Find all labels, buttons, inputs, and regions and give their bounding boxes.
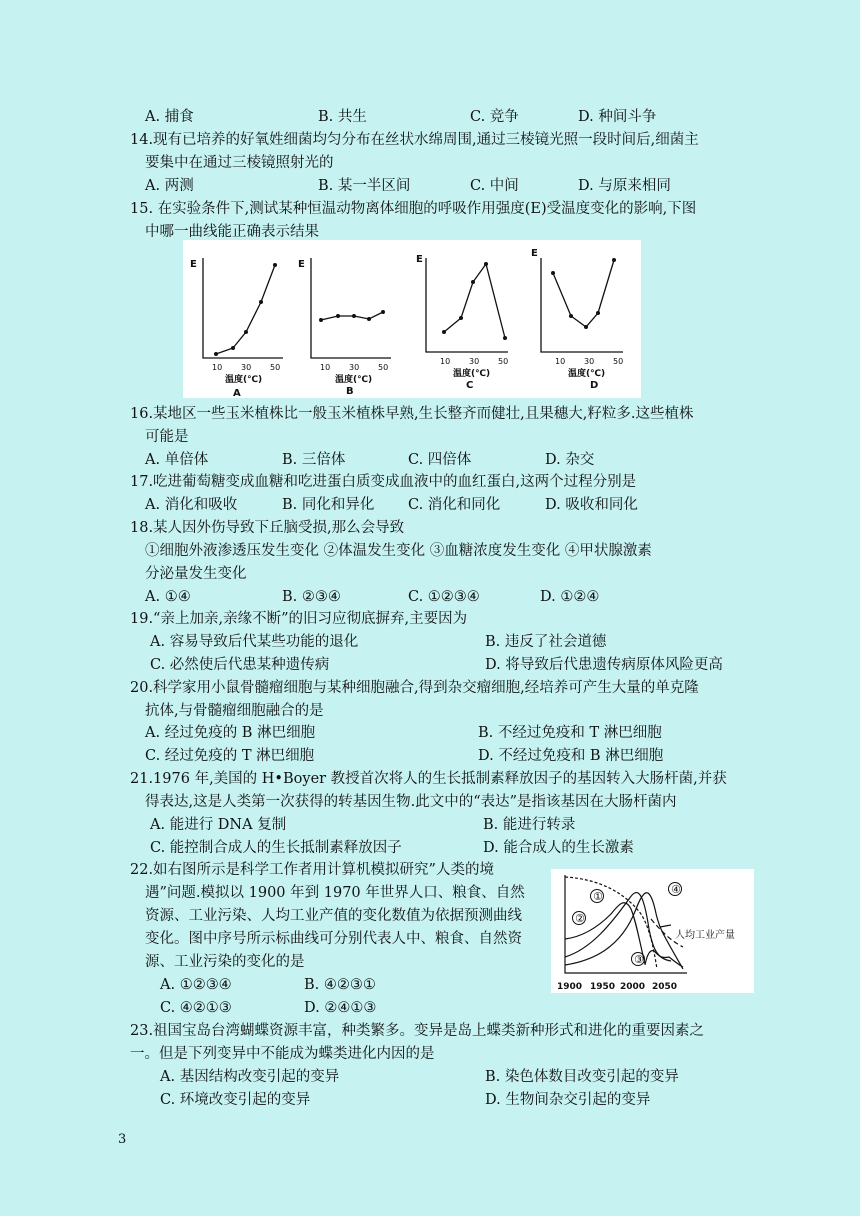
svg-text:温度(℃): 温度(℃) bbox=[225, 375, 263, 385]
panel-c-label: C bbox=[466, 380, 474, 391]
q17-option-d: D. 吸收和同化 bbox=[545, 497, 638, 513]
q22-stem-line3: 资源、工业污染、人均工业产值的变化数值为依据预测曲线 bbox=[145, 908, 522, 924]
panel-b-y-label: E bbox=[298, 259, 305, 270]
q17-stem-line1: 17.吃进葡萄糖变成血糖和吃进蛋白质变成血液中的血红蛋白,这两个过程分别是 bbox=[130, 474, 637, 490]
svg-text:2050: 2050 bbox=[652, 982, 678, 992]
svg-text:1950: 1950 bbox=[590, 982, 616, 992]
svg-text:10: 10 bbox=[440, 357, 451, 366]
q22-stem-line2: 遇”问题.模拟以 1900 年到 1970 年世界人口、粮食、自然 bbox=[145, 885, 525, 901]
q20-stem-line1: 20.科学家用小鼠骨髓瘤细胞与某种细胞融合,得到杂交瘤细胞,经培养可产生大量的单克隆 bbox=[130, 680, 699, 696]
panel-a-y-label: E bbox=[190, 259, 197, 270]
q16-option-a: A. 单倍体 bbox=[145, 452, 209, 468]
q18-stem-line3: 分泌量发生变化 bbox=[145, 566, 247, 582]
panel-c-y-label: E bbox=[416, 254, 423, 265]
svg-text:30: 30 bbox=[241, 363, 252, 372]
q16-option-d: D. 杂交 bbox=[545, 452, 595, 468]
q18-stem-line1: 18.某人因外伤导致下丘脑受损,那么会导致 bbox=[130, 520, 405, 536]
svg-text:30: 30 bbox=[469, 357, 480, 366]
q23-option-b: B. 染色体数目改变引起的变异 bbox=[485, 1069, 679, 1085]
q21-option-b: B. 能进行转录 bbox=[483, 817, 576, 833]
q23-stem-line1: 23.祖国宝岛台湾蝴蝶资源丰富，种类繁多。变异是岛上蝶类新种形式和进化的重要因素之 bbox=[130, 1023, 705, 1039]
q22-stem-line4: 变化。图中序号所示标曲线可分别代表人中、粮食、自然资 bbox=[145, 931, 522, 947]
q18-option-a: A. ①④ bbox=[145, 589, 191, 605]
q17-option-c: C. 消化和同化 bbox=[408, 497, 501, 513]
q19-option-c: C. 必然使后代患某种遗传病 bbox=[150, 657, 330, 673]
q23-option-a: A. 基因结构改变引起的变异 bbox=[160, 1069, 340, 1085]
q15-stem-line2: 中哪一曲线能正确表示结果 bbox=[145, 224, 319, 240]
q13-option-a: A. 捕食 bbox=[145, 109, 194, 125]
q14-option-a: A. 两测 bbox=[145, 178, 194, 194]
q22-option-a: A. ①②③④ bbox=[160, 977, 232, 993]
q22-stem-line5: 源、工业污染的变化的是 bbox=[145, 954, 305, 970]
q18-option-d: D. ①②④ bbox=[540, 589, 600, 605]
panel-a-curve bbox=[216, 265, 275, 354]
svg-text:③: ③ bbox=[634, 953, 644, 966]
q21-option-d: D. 能合成人的生长激素 bbox=[483, 840, 634, 856]
svg-text:温度(℃): 温度(℃) bbox=[335, 375, 373, 385]
svg-text:②: ② bbox=[575, 912, 585, 925]
panel-c-curve bbox=[444, 264, 505, 338]
q14-option-d: D. 与原来相同 bbox=[578, 178, 671, 194]
svg-text:30: 30 bbox=[349, 363, 360, 372]
panel-d-label: D bbox=[590, 380, 599, 391]
q20-option-a: A. 经过免疫的 B 淋巴细胞 bbox=[145, 725, 316, 741]
svg-text:30: 30 bbox=[584, 357, 595, 366]
q14-option-c: C. 中间 bbox=[470, 178, 519, 194]
svg-text:10: 10 bbox=[212, 363, 223, 372]
q23-option-d: D. 生物间杂交引起的变异 bbox=[485, 1092, 651, 1108]
q20-option-c: C. 经过免疫的 T 淋巴细胞 bbox=[145, 748, 315, 764]
q21-option-c: C. 能控制合成人的生长抵制素释放因子 bbox=[150, 840, 402, 856]
q22-option-c: C. ④②①③ bbox=[160, 1000, 232, 1016]
panel-c-axes bbox=[426, 258, 508, 352]
svg-text:50: 50 bbox=[378, 363, 389, 372]
q16-stem-line2: 可能是 bbox=[145, 429, 189, 445]
svg-text:10: 10 bbox=[555, 357, 566, 366]
q15-stem-line1: 15. 在实验条件下,测试某种恒温动物离体细胞的呼吸作用强度(E)受温度变化的影响,下图 bbox=[130, 201, 697, 217]
q16-stem-line1: 16.某地区一些玉米植株比一般玉米植株早熟,生长整齐而健壮,且果穗大,籽粒多.这些植株 bbox=[130, 406, 694, 422]
svg-text:2000: 2000 bbox=[620, 982, 646, 992]
q16-option-b: B. 三倍体 bbox=[282, 452, 346, 468]
panel-a-axes bbox=[203, 258, 283, 358]
svg-text:1900: 1900 bbox=[557, 982, 583, 992]
q14-option-b: B. 某一半区间 bbox=[318, 178, 411, 194]
q18-option-b: B. ②③④ bbox=[282, 589, 341, 605]
q23-stem-line2: 一。但是下列变异中不能成为蝶类进化内因的是 bbox=[130, 1046, 435, 1062]
panel-d-y-label: E bbox=[531, 248, 538, 259]
q13-option-c: C. 竞争 bbox=[470, 109, 519, 125]
q20-option-b: B. 不经过免疫和 T 淋巴细胞 bbox=[478, 725, 662, 741]
panel-a-label: A bbox=[233, 388, 241, 398]
panel-b-axes bbox=[311, 258, 391, 358]
q21-stem-line2: 得表达,这是人类第一次获得的转基因生物.此文中的“表达”是指该基因在大肠杆菌内 bbox=[145, 794, 677, 810]
q16-option-c: C. 四倍体 bbox=[408, 452, 472, 468]
svg-text:50: 50 bbox=[270, 363, 281, 372]
q19-option-d: D. 将导致后代患遗传病原体风险更高 bbox=[485, 657, 723, 673]
q23-option-c: C. 环境改变引起的变异 bbox=[160, 1092, 311, 1108]
q14-stem-line2: 要集中在通过三棱镜照射光的 bbox=[145, 155, 334, 171]
q22-stem-line1: 22.如右图所示是科学工作者用计算机模拟研究”人类的境 bbox=[130, 862, 494, 878]
q13-option-d: D. 种间斗争 bbox=[578, 109, 657, 125]
svg-text:温度(℃): 温度(℃) bbox=[568, 369, 606, 379]
q15-curves-svg bbox=[183, 240, 641, 398]
q20-stem-line2: 抗体,与骨髓瘤细胞融合的是 bbox=[145, 703, 324, 719]
q21-stem-line1: 21.1976 年,美国的 H•Boyer 教授首次将人的生长抵制素释放因子的基因转入大肠杆菌,并获 bbox=[130, 771, 727, 787]
q19-option-b: B. 违反了社会道德 bbox=[485, 634, 607, 650]
svg-text:10: 10 bbox=[320, 363, 331, 372]
q13-option-b: B. 共生 bbox=[318, 109, 367, 125]
svg-text:①: ① bbox=[593, 890, 603, 903]
page-number: 3 bbox=[118, 1132, 127, 1147]
q22-option-d: D. ②④①③ bbox=[304, 1000, 377, 1016]
q22-curves-svg bbox=[551, 869, 754, 993]
svg-text:④: ④ bbox=[671, 883, 681, 896]
svg-text:50: 50 bbox=[498, 357, 509, 366]
svg-text:温度(℃): 温度(℃) bbox=[453, 369, 491, 379]
q20-option-d: D. 不经过免疫和 B 淋巴细胞 bbox=[478, 748, 664, 764]
q15-figure bbox=[183, 240, 641, 398]
q21-option-a: A. 能进行 DNA 复制 bbox=[150, 817, 287, 833]
svg-text:50: 50 bbox=[613, 357, 624, 366]
panel-d-curve bbox=[553, 260, 614, 327]
q14-stem-line1: 14.现有已培养的好氧姓细菌均匀分布在丝状水绵周围,通过三棱镜光照一段时间后,细菌主 bbox=[130, 132, 699, 148]
q19-option-a: A. 容易导致后代某些功能的退化 bbox=[150, 634, 359, 650]
q22-figure bbox=[551, 869, 754, 993]
q17-option-a: A. 消化和吸收 bbox=[145, 497, 238, 513]
q18-option-c: C. ①②③④ bbox=[408, 589, 480, 605]
q18-stem-line2: ①细胞外液渗透压发生变化 ②体温发生变化 ③血糖浓度发生变化 ④甲状腺激素 bbox=[145, 543, 652, 559]
panel-b-label: B bbox=[346, 386, 354, 397]
q22-curve-label: 人均工业产量 bbox=[675, 930, 735, 941]
q17-option-b: B. 同化和异化 bbox=[282, 497, 375, 513]
q22-curve-3 bbox=[565, 893, 671, 961]
q22-option-b: B. ④②③① bbox=[304, 977, 376, 993]
q19-stem-line1: 19.“亲上加亲,亲缘不断”的旧习应彻底摒弃,主要因为 bbox=[130, 611, 468, 627]
